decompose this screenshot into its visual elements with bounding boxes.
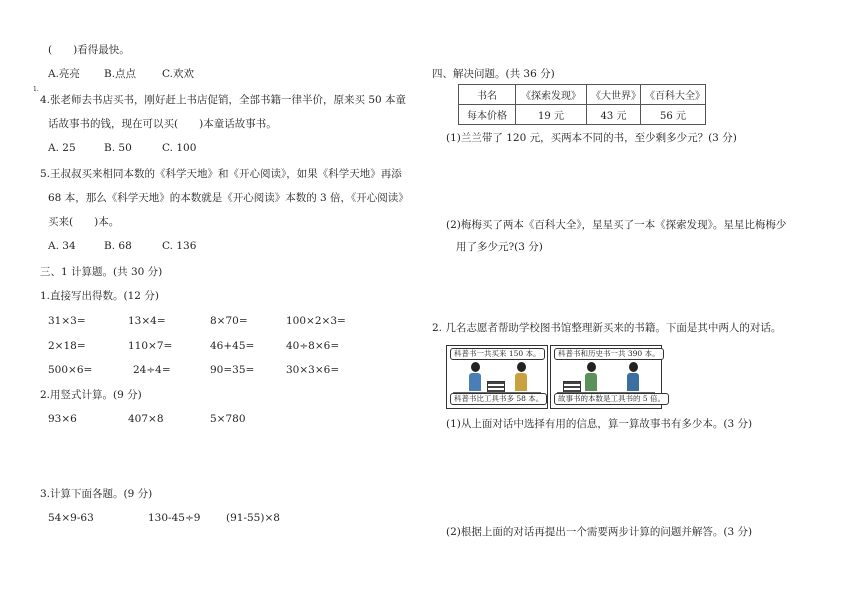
q4-line1: 4.张老师去书店买书，刚好赶上书店促销，全部书籍一律半价，原来买 50 本童	[40, 94, 407, 106]
q4-option-c: C. 100	[162, 142, 197, 154]
q5-option-b: B. 68	[104, 240, 132, 252]
calc-item: 90=35=	[210, 364, 255, 376]
mixed-calc-item: 54×9-63	[48, 512, 94, 524]
q5-option-a: A. 34	[48, 240, 76, 252]
s3-q3-title: 3.计算下面各题。(9 分)	[40, 488, 153, 500]
calc-item: 31×3=	[48, 315, 86, 327]
q3-option-a: A.亮亮	[48, 68, 80, 80]
girl-figure	[627, 362, 639, 391]
table-cell: 《百科大全》	[641, 85, 706, 105]
stray-mark: 1.	[33, 86, 39, 93]
girl-figure	[515, 362, 527, 391]
vertical-calc-item: 407×8	[128, 413, 164, 425]
speech-bubble: 科普书一共买来 150 本。	[450, 348, 545, 360]
calc-item: 2×18=	[48, 340, 86, 352]
q2-sub1: (1)从上面对话中选择有用的信息，算一算故事书有多少本。(3 分)	[446, 418, 753, 430]
q3-option-b: B.点点	[104, 68, 137, 80]
price-table-header	[459, 85, 706, 105]
table-cell: 书名	[459, 85, 516, 105]
calc-item: 100×2×3=	[286, 315, 346, 327]
section3-title: 三、1 计算题。(共 30 分)	[40, 266, 163, 278]
q4-option-b: B. 50	[104, 142, 132, 154]
table-cell: 《探索发现》	[516, 85, 587, 105]
s3-q2-title: 2.用竖式计算。(9 分)	[40, 389, 142, 401]
calc-item: 30×3×6=	[286, 364, 340, 376]
mixed-calc-item: 130-45÷9	[148, 512, 201, 524]
price-table	[458, 84, 706, 125]
q2-title: 2. 几名志愿者帮助学校图书馆整理新买来的书籍。下面是其中两人的对话。	[432, 322, 782, 334]
q4-line2: 话故事书的钱，现在可以买( )本童话故事书。	[48, 118, 277, 130]
q5-line3: 买来( )本。	[48, 216, 120, 228]
mixed-calc-item: (91-55)×8	[226, 512, 280, 524]
q5-option-c: C. 136	[162, 240, 197, 252]
calc-item: 110×7=	[128, 340, 173, 352]
dialogue-illustration-2	[550, 345, 666, 409]
q5-line1: 5.王叔叔买来相同本数的《科学天地》和《开心阅读》，如果《科学天地》再添	[40, 168, 402, 180]
calc-item: 500×6=	[48, 364, 93, 376]
calc-item: 46+45=	[210, 340, 255, 352]
q3-text: ( )看得最快。	[48, 44, 130, 56]
q4-option-a: A. 25	[48, 142, 76, 154]
table-cell: 每本价格	[459, 105, 516, 125]
price-table-row	[459, 105, 706, 125]
q3-option-c: C.欢欢	[162, 68, 194, 80]
dialogue-illustration-1	[446, 345, 548, 409]
q1-sub1: (1)兰兰带了 120 元，买两本不同的书，至少剩多少元？(3 分)	[446, 132, 737, 144]
vertical-calc-item: 5×780	[210, 413, 246, 425]
q1-sub2-line2: 用了多少元?(3 分)	[456, 241, 543, 253]
q2-sub2: (2)根据上面的对话再提出一个需要两步计算的问题并解答。(3 分)	[446, 526, 753, 538]
q1-sub2-line1: (2)梅梅买了两本《百科大全》，星星买了一本《探索发现》。星星比梅梅少	[446, 219, 787, 231]
speech-bubble: 科普书比工具书多 58 本。	[450, 393, 547, 405]
table-cell: 19 元	[516, 105, 587, 125]
calc-item: 40÷8×6=	[286, 340, 340, 352]
boy-figure	[585, 362, 597, 391]
vertical-calc-item: 93×6	[48, 413, 77, 425]
calc-item: 13×4=	[128, 315, 166, 327]
section4-title: 四、解决问题。(共 36 分)	[432, 68, 555, 80]
boy-figure	[469, 362, 481, 391]
table-cell: 56 元	[641, 105, 706, 125]
calc-item: 8×70=	[210, 315, 248, 327]
speech-bubble: 故事书的本数是工具书的 5 倍。	[554, 393, 669, 405]
calc-item: 24÷4=	[133, 364, 171, 376]
s3-q1-title: 1.直接写出得数。(12 分)	[40, 290, 159, 302]
table-cell: 43 元	[587, 105, 641, 125]
speech-bubble: 科普书和历史书一共 390 本。	[554, 348, 664, 360]
table-cell: 《大世界》	[587, 85, 641, 105]
q5-line2: 68 本，那么《科学天地》的本数就是《开心阅读》本数的 3 倍，《开心阅读》	[48, 192, 409, 204]
